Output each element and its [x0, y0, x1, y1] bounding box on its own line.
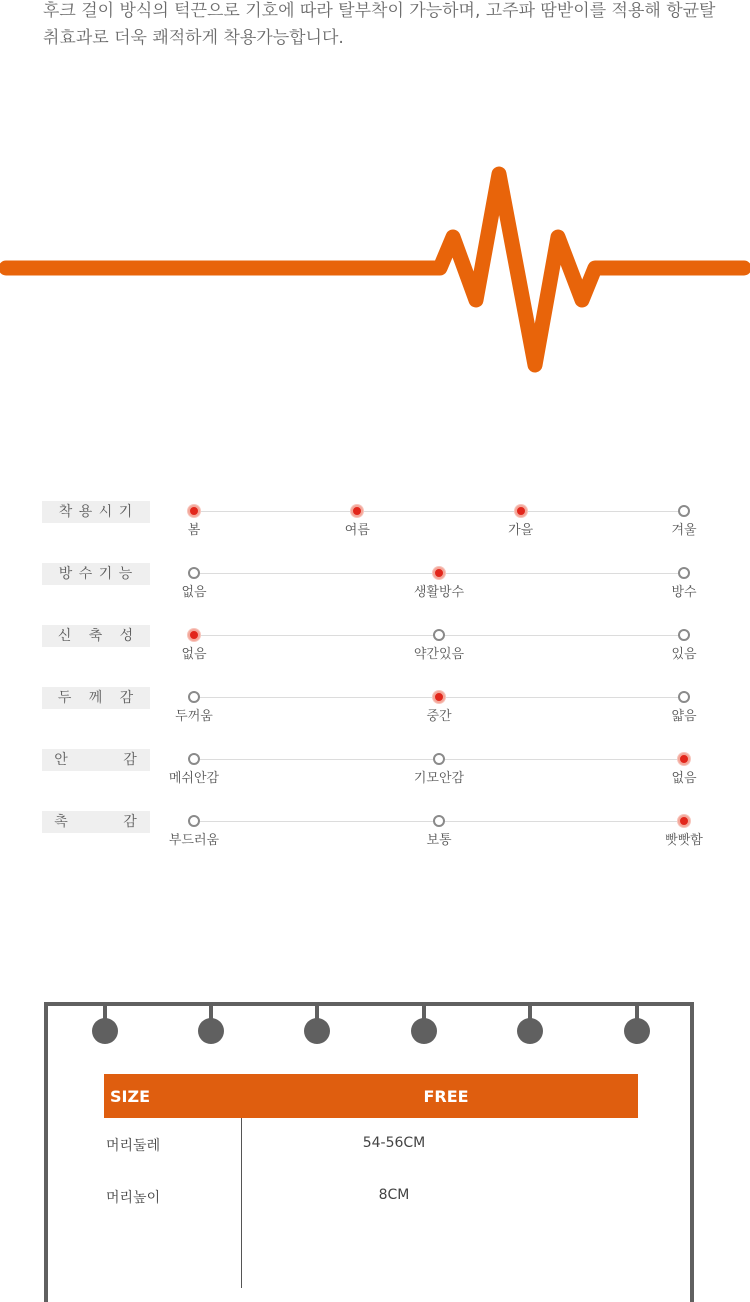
empty-dot-icon: [433, 753, 445, 765]
selected-dot-icon: [515, 505, 527, 517]
size-row-label: 머리높이: [106, 1190, 161, 1206]
empty-dot-icon: [188, 815, 200, 827]
selected-dot-icon: [678, 815, 690, 827]
empty-dot-icon: [188, 567, 200, 579]
selected-dot-icon: [433, 567, 445, 579]
empty-dot-icon: [433, 629, 445, 641]
rating-option-label: 있음: [671, 647, 697, 662]
rating-row: [0, 501, 750, 541]
size-table-header: [104, 1074, 638, 1118]
product-description: 후크 걸이 방식의 턱끈으로 기호에 따라 탈부착이 가능하며, 고주파 땀받이를 적용해 항균탈취효과로 더욱 쾌적하게 착용가능합니다.: [43, 1, 716, 48]
rating-option-label: 없음: [181, 585, 207, 600]
empty-dot-icon: [188, 753, 200, 765]
hanger-ring-icon: [624, 1004, 650, 1046]
rating-option-label: 빳빳함: [665, 833, 703, 848]
rating-option-label: 방수: [671, 585, 697, 600]
rating-option-label: 없음: [181, 647, 207, 662]
empty-dot-icon: [188, 691, 200, 703]
rating-option-label: 기모안감: [413, 771, 465, 786]
rating-option-label: 여름: [344, 523, 370, 538]
rating-track: [194, 511, 684, 512]
selected-dot-icon: [188, 629, 200, 641]
rating-option-label: 메쉬안감: [168, 771, 220, 786]
rating-option-label: 두꺼움: [175, 709, 213, 724]
rating-row: [0, 625, 750, 665]
rating-row: [0, 749, 750, 789]
rating-option-label: 보통: [426, 833, 452, 848]
empty-dot-icon: [678, 567, 690, 579]
size-row-value: 8CM: [378, 1187, 410, 1203]
rating-option-label: 얇음: [671, 709, 697, 724]
size-row-head-height: [104, 1187, 638, 1211]
empty-dot-icon: [678, 505, 690, 517]
rating-option-label: 부드러움: [168, 833, 220, 848]
selected-dot-icon: [678, 753, 690, 765]
rating-row: [0, 563, 750, 603]
empty-dot-icon: [433, 815, 445, 827]
empty-dot-icon: [678, 629, 690, 641]
hanger-ring-icon: [92, 1004, 118, 1046]
rating-option-label: 없음: [671, 771, 697, 786]
size-header-label: SIZE: [110, 1087, 151, 1106]
rating-option-label: 가을: [508, 523, 534, 538]
selected-dot-icon: [433, 691, 445, 703]
rating-option-label: 중간: [426, 709, 452, 724]
size-row-head-circumference: [104, 1135, 638, 1159]
hanger-ring-icon: [304, 1004, 330, 1046]
hanger-ring-icon: [198, 1004, 224, 1046]
rating-label: 착 용 시 기: [42, 501, 150, 523]
heartbeat-line-icon: [0, 160, 750, 380]
rating-row: [0, 811, 750, 851]
rating-label: 촉 감: [42, 811, 150, 833]
rating-option-label: 봄: [187, 523, 201, 538]
rating-label: 두 께 감: [42, 687, 150, 709]
size-row-label: 머리둘레: [106, 1138, 161, 1154]
heartbeat-line: [6, 174, 744, 365]
rating-option-label: 약간있음: [413, 647, 465, 662]
selected-dot-icon: [351, 505, 363, 517]
rating-option-label: 겨울: [671, 523, 697, 538]
selected-dot-icon: [188, 505, 200, 517]
size-row-value: 54-56CM: [362, 1135, 426, 1151]
hanger-ring-icon: [517, 1004, 543, 1046]
rating-option-label: 생활방수: [413, 585, 465, 600]
hanger-ring-icon: [411, 1004, 437, 1046]
rating-label: 방 수 기 능: [42, 563, 150, 585]
empty-dot-icon: [678, 691, 690, 703]
rating-row: [0, 687, 750, 727]
size-header-value: FREE: [423, 1087, 469, 1106]
rating-label: 안 감: [42, 749, 150, 771]
rating-label: 신 축 성: [42, 625, 150, 647]
